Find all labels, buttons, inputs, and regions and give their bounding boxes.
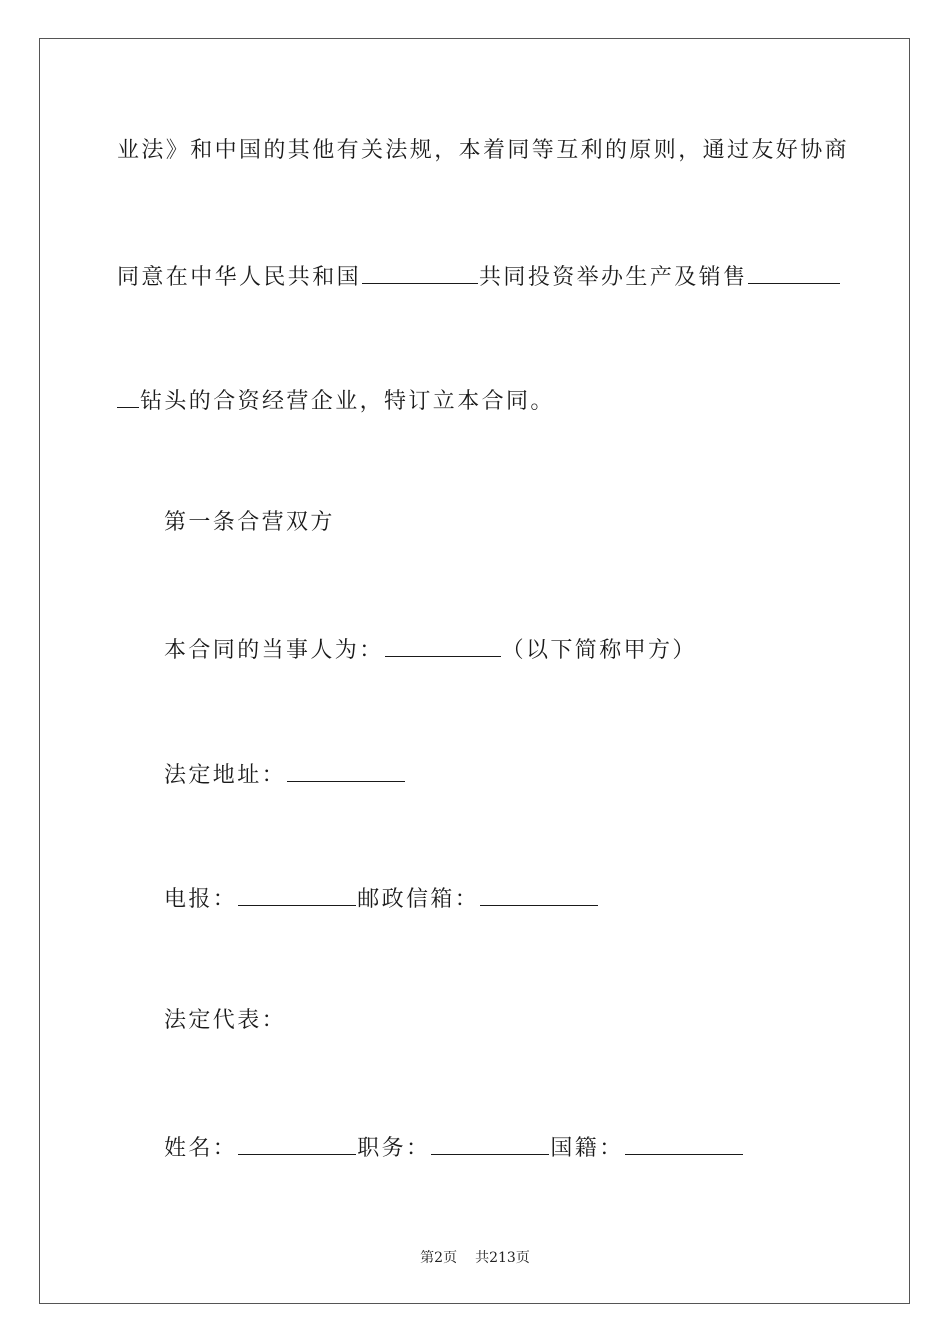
representative-label: 法定代表： (164, 1008, 287, 1033)
party-suffix: （以下简称甲方） (501, 638, 697, 663)
page-current: 第2页 (420, 1250, 458, 1266)
address-label: 法定地址： (164, 763, 287, 788)
blank-party-name[interactable] (385, 632, 501, 657)
postbox-label: 邮政信箱： (357, 887, 480, 912)
article-1-title-text: 第一条合营双方 (164, 510, 335, 535)
position-label: 职务： (357, 1136, 431, 1161)
blank-telegram[interactable] (238, 881, 356, 906)
page-frame (39, 38, 910, 1304)
text-line-3: 钻头的合资经营企业，特订立本合同。 (140, 389, 555, 414)
text-line-2b: 共同投资举办生产及销售 (479, 265, 748, 290)
party-label: 本合同的当事人为： (164, 638, 384, 663)
blank-address[interactable] (287, 757, 405, 782)
blank-postbox[interactable] (480, 881, 598, 906)
telegram-label: 电报： (164, 887, 238, 912)
blank-product-continued[interactable] (117, 383, 139, 408)
representative-details-line (164, 1130, 744, 1164)
name-label: 姓名： (164, 1136, 238, 1161)
representative-line (164, 1006, 286, 1036)
blank-name[interactable] (238, 1130, 356, 1155)
address-line (164, 757, 406, 791)
page-footer (0, 1247, 950, 1267)
blank-nationality[interactable] (625, 1130, 743, 1155)
text-line-1: 业法》和中国的其他有关法规，本着同等互利的原则，通过友好协商 (117, 138, 850, 163)
article-1-title (164, 508, 335, 538)
page-total: 共213页 (475, 1250, 530, 1266)
party-line (164, 632, 697, 666)
body-line-1 (117, 136, 849, 166)
text-line-2a: 同意在中华人民共和国 (117, 265, 362, 290)
contact-line (164, 881, 599, 915)
blank-product[interactable] (748, 259, 840, 284)
blank-position[interactable] (431, 1130, 549, 1155)
blank-location[interactable] (362, 259, 478, 284)
nationality-label: 国籍： (550, 1136, 624, 1161)
body-line-2 (117, 259, 841, 293)
body-line-3 (117, 383, 555, 417)
